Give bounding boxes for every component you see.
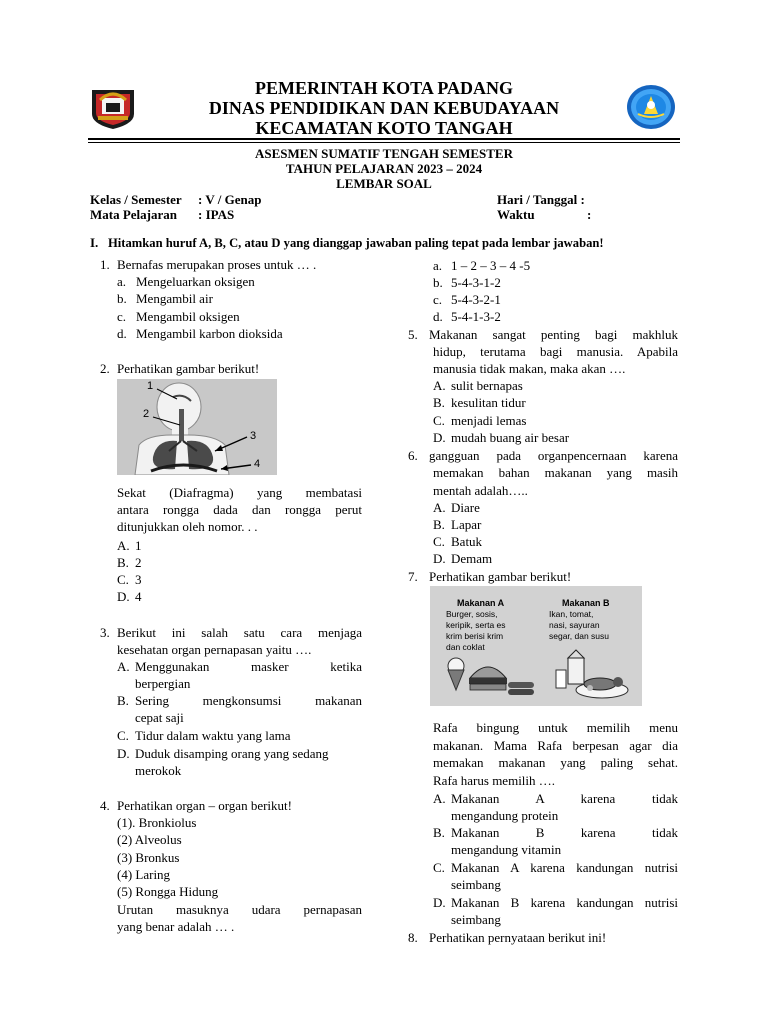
title-line-3: LEMBAR SOAL	[336, 176, 432, 191]
q4-question-line-2: yang benar adalah … .	[117, 919, 235, 934]
q3-number: 3.	[100, 625, 110, 640]
q7-desc-line-4: Rafa harus memilih ….	[433, 773, 556, 788]
q4-option-d-letter: d.	[433, 309, 443, 324]
food-a-line-2: keripik, serta es	[446, 620, 506, 630]
q5-line-2: hidup, terutama bagi manusia. Apabila	[433, 344, 678, 359]
q6-option-d-text: Demam	[451, 551, 493, 566]
q3-option-a-line-1: Menggunakan masker ketika	[135, 659, 362, 674]
header-line-2: DINAS PENDIDIKAN DAN KEBUDAYAAN	[208, 98, 560, 118]
figure-label-4: 4	[254, 458, 261, 470]
food-a-line-3: krim berisi krim	[446, 631, 504, 641]
q6-option-b-text: Lapar	[451, 517, 482, 532]
header-divider-thin	[88, 142, 680, 143]
q3-option-b-letter: B.	[117, 693, 129, 708]
q3-option-d-line-1: Duduk disamping orang yang sedang	[135, 746, 329, 761]
q4-text: Perhatikan organ – organ berikut!	[117, 798, 292, 813]
q2-option-d-letter: D.	[117, 589, 130, 604]
q5-number: 5.	[408, 327, 418, 342]
q4-question-line-1: Urutan masuknya udara pernapasan	[117, 902, 362, 917]
q3-line-2: kesehatan organ pernapasan yaitu ….	[117, 642, 312, 657]
kelas-value: : V / Genap	[198, 192, 262, 207]
q8-number: 8.	[408, 930, 418, 945]
header-divider-thick	[88, 138, 680, 140]
q2-option-b-text: 2	[135, 555, 142, 570]
q7-option-b-line-1: Makanan B karena tidak	[451, 825, 678, 840]
figure-label-1: 1	[147, 380, 154, 392]
q4-option-b-letter: b.	[433, 275, 443, 290]
q2-option-c-letter: C.	[117, 572, 129, 587]
q6-line-3: mentah adalah…..	[433, 483, 528, 498]
q5-line-3: manusia tidak makan, maka akan ….	[433, 361, 626, 376]
q6-option-c-text: Batuk	[451, 534, 483, 549]
q7-desc-line-2: makanan. Mama Rafa berpesan agar dia	[433, 738, 678, 753]
q4-item-2: (2) Alveolus	[117, 832, 182, 847]
food-a-line-1: Burger, sosis,	[446, 609, 498, 619]
q7-option-d-letter: D.	[433, 895, 446, 910]
q7-option-c-line-1: Makanan A karena kandungan nutrisi	[451, 860, 678, 875]
q2-option-c-text: 3	[135, 572, 142, 587]
q4-option-c-letter: c.	[433, 292, 443, 307]
mapel-label: Mata Pelajaran	[90, 207, 178, 222]
q7-text: Perhatikan gambar berikut!	[429, 569, 572, 584]
food-b-title: Makanan B	[562, 598, 610, 608]
instruction-number: I.	[90, 235, 99, 250]
title-line-2: TAHUN PELAJARAN 2023 – 2024	[285, 161, 483, 176]
waktu-label: Waktu	[497, 207, 535, 222]
q8-text: Perhatikan pernyataan berikut ini!	[429, 930, 607, 945]
q4-item-5: (5) Rongga Hidung	[117, 884, 219, 899]
q1-option-b-text: Mengambil air	[136, 291, 213, 306]
title-line-1: ASESMEN SUMATIF TENGAH SEMESTER	[254, 146, 513, 161]
q5-option-a-letter: A.	[433, 378, 446, 393]
q6-option-c-letter: C.	[433, 534, 445, 549]
q6-option-a-letter: A.	[433, 500, 446, 515]
q7-option-a-line-2: mengandung protein	[451, 808, 559, 823]
q4-option-a-text: 1 – 2 – 3 – 4 -5	[451, 258, 531, 273]
q2-text: Perhatikan gambar berikut!	[117, 361, 260, 376]
q1-option-c-text: Mengambil oksigen	[136, 309, 240, 324]
q7-option-b-letter: B.	[433, 825, 445, 840]
food-comparison-figure	[430, 586, 642, 706]
q6-option-b-letter: B.	[433, 517, 445, 532]
food-b-line-2: nasi, sayuran	[549, 620, 600, 630]
q4-item-3: (3) Bronkus	[117, 850, 180, 865]
q4-item-4: (4) Laring	[117, 867, 171, 882]
q6-line-2: memakan bahan makanan yang masih	[433, 465, 678, 480]
q4-option-a-letter: a.	[433, 258, 443, 273]
q6-option-d-letter: D.	[433, 551, 446, 566]
q7-option-a-letter: A.	[433, 791, 446, 806]
q6-option-a-text: Diare	[451, 500, 480, 515]
respiratory-system-figure	[117, 379, 277, 475]
hari-label: Hari / Tanggal :	[497, 192, 585, 207]
food-b-line-1: Ikan, tomat,	[549, 609, 594, 619]
q7-option-c-letter: C.	[433, 860, 445, 875]
q2-desc-line-1: Sekat (Diafragma) yang membatasi	[117, 485, 362, 500]
q7-option-c-line-2: seimbang	[451, 877, 501, 892]
header-line-1: PEMERINTAH KOTA PADANG	[254, 78, 513, 98]
q1-option-c-letter: c.	[117, 309, 127, 324]
q3-option-b-line-2: cepat saji	[135, 710, 184, 725]
q1-option-d-letter: d.	[117, 326, 127, 341]
q7-option-b-line-2: mengandung vitamin	[451, 842, 562, 857]
q2-option-b-letter: B.	[117, 555, 129, 570]
food-a-title: Makanan A	[457, 598, 505, 608]
q3-option-a-letter: A.	[117, 659, 130, 674]
header-line-3: KECAMATAN KOTO TANGAH	[255, 118, 513, 138]
q3-option-c-line-1: Tidur dalam waktu yang lama	[135, 728, 291, 743]
q1-option-a-letter: a.	[117, 274, 127, 289]
q1-option-a-text: Mengeluarkan oksigen	[136, 274, 255, 289]
q7-option-a-line-1: Makanan A karena tidak	[451, 791, 678, 806]
q5-option-d-letter: D.	[433, 430, 446, 445]
q4-item-1: (1). Bronkiolus	[117, 815, 197, 830]
q5-option-c-letter: C.	[433, 413, 445, 428]
instruction-text: Hitamkan huruf A, B, C, atau D yang dianggap jawaban paling tepat pada lembar jawaban!	[108, 236, 604, 250]
food-b-line-3: segar, dan susu	[549, 631, 610, 641]
q6-line-1: gangguan pada organpencernaan karena	[429, 448, 678, 463]
q7-desc-line-3: memakan makanan yang paling sehat.	[433, 755, 678, 770]
q2-desc-line-2: antara rongga dada dan rongga perut	[117, 502, 362, 517]
q5-option-b-text: kesulitan tidur	[451, 395, 526, 410]
q7-option-d-line-1: Makanan B karena kandungan nutrisi	[451, 895, 678, 910]
food-a-line-4: dan coklat	[446, 642, 485, 652]
q4-option-d-text: 5-4-1-3-2	[451, 309, 501, 324]
q5-option-b-letter: B.	[433, 395, 445, 410]
q7-option-d-line-2: seimbang	[451, 912, 501, 927]
q3-option-d-letter: D.	[117, 746, 130, 761]
q4-option-c-text: 5-4-3-2-1	[451, 292, 501, 307]
q5-option-d-text: mudah buang air besar	[451, 430, 570, 445]
q5-line-1: Makanan sangat penting bagi makhluk	[429, 327, 678, 342]
q3-option-c-letter: C.	[117, 728, 129, 743]
q3-line-1: Berikut ini salah satu cara menjaga	[117, 625, 362, 640]
q3-option-d-line-2: merokok	[135, 763, 182, 778]
q2-number: 2.	[100, 361, 110, 376]
q5-option-a-text: sulit bernapas	[451, 378, 523, 393]
q2-desc-line-3: ditunjukkan oleh nomor. . .	[117, 519, 258, 534]
q4-number: 4.	[100, 798, 110, 813]
q6-number: 6.	[408, 448, 418, 463]
waktu-colon: :	[587, 207, 592, 222]
q1-option-b-letter: b.	[117, 291, 127, 306]
q4-option-b-text: 5-4-3-1-2	[451, 275, 501, 290]
q5-option-c-text: menjadi lemas	[451, 413, 527, 428]
kelas-label: Kelas / Semester	[90, 192, 182, 207]
figure-label-2: 2	[143, 408, 150, 420]
q1-number: 1.	[100, 257, 110, 272]
q1-option-d-text: Mengambil karbon dioksida	[136, 326, 283, 341]
q7-number: 7.	[408, 569, 418, 584]
q2-option-a-letter: A.	[117, 538, 130, 553]
q1-text: Bernafas merupakan proses untuk … .	[117, 257, 317, 272]
mapel-value: : IPAS	[198, 207, 235, 222]
q2-option-a-text: 1	[135, 538, 142, 553]
q7-desc-line-1: Rafa bingung untuk memilih menu	[433, 720, 678, 735]
q3-option-a-line-2: berpergian	[135, 676, 191, 691]
q3-option-b-line-1: Sering mengkonsumsi makanan	[135, 693, 362, 708]
figure-label-3: 3	[250, 430, 257, 442]
q2-option-d-text: 4	[135, 589, 142, 604]
